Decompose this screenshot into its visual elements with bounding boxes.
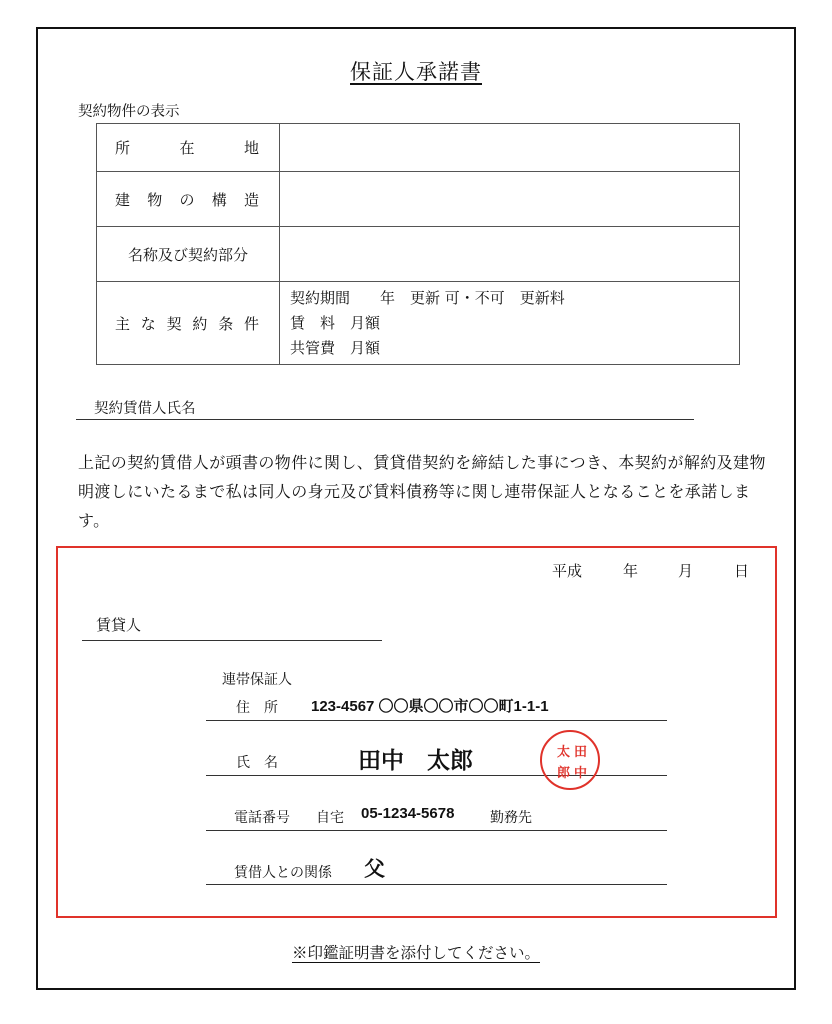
property-table bbox=[96, 123, 740, 365]
address-label: 住 所 bbox=[236, 700, 278, 716]
conditions-label: 主 な 契 約 条 件 bbox=[97, 282, 280, 365]
location-row bbox=[97, 124, 740, 172]
name-value: 田中 太郎 bbox=[358, 747, 473, 773]
date-era: 平成 bbox=[552, 562, 583, 580]
condition-common-fee: 共管費 月額 bbox=[290, 338, 381, 357]
phone-label: 電話番号 bbox=[234, 810, 290, 826]
home-phone-value: 05-1234-5678 bbox=[361, 805, 455, 822]
location-label: 所 在 地 bbox=[97, 124, 280, 172]
personal-seal-stamp: 太 田 郎 中 bbox=[540, 730, 600, 790]
relation-line[interactable] bbox=[206, 884, 667, 885]
address-value: 123-4567 〇〇県〇〇市〇〇町1-1-1 bbox=[311, 698, 549, 715]
conditions-value bbox=[280, 282, 740, 365]
name-label: 氏 名 bbox=[236, 755, 278, 771]
footer-note: ※印鑑証明書を添付してください。 bbox=[291, 944, 540, 962]
structure-value[interactable] bbox=[280, 172, 740, 227]
phone-line[interactable] bbox=[206, 830, 667, 831]
date-month: 月 bbox=[678, 562, 694, 580]
name-row bbox=[97, 227, 740, 282]
relation-label: 賃借人との関係 bbox=[234, 865, 332, 881]
name-value[interactable] bbox=[280, 227, 740, 282]
structure-label: 建 物 の 構 造 bbox=[97, 172, 280, 227]
guarantor-heading: 連帯保証人 bbox=[222, 672, 292, 688]
tenant-name-label: 契約賃借人氏名 bbox=[94, 401, 196, 417]
document-title: 保証人承諾書 bbox=[350, 60, 482, 84]
condition-rent: 賃 料 月額 bbox=[290, 313, 381, 332]
relation-value: 父 bbox=[364, 858, 385, 881]
condition-term: 契約期間 年 更新 可・不可 更新料 bbox=[290, 288, 565, 307]
landlord-field[interactable] bbox=[82, 610, 382, 641]
guarantor-highlight-box bbox=[56, 546, 777, 918]
landlord-label: 賃貸人 bbox=[96, 616, 142, 634]
location-value[interactable] bbox=[280, 124, 740, 172]
address-line[interactable] bbox=[206, 720, 667, 721]
conditions-row bbox=[97, 282, 740, 365]
work-phone-label: 勤務先 bbox=[490, 810, 532, 826]
name-line[interactable] bbox=[206, 775, 667, 776]
home-phone-label: 自宅 bbox=[316, 810, 344, 826]
date-day: 日 bbox=[734, 562, 750, 580]
date-year: 年 bbox=[623, 562, 639, 580]
name-label: 名称及び契約部分 bbox=[97, 227, 280, 282]
structure-row bbox=[97, 172, 740, 227]
property-section-label: 契約物件の表示 bbox=[78, 104, 180, 120]
consent-paragraph: 上記の契約賃借人が頭書の物件に関し、賃貸借契約を締結した事につき、本契約が解約及建物明渡しにいたるまで私は同人の身元及び賃料債務等に関し連帯保証人となることを承諾します。 bbox=[78, 453, 766, 530]
tenant-name-field[interactable] bbox=[76, 395, 694, 420]
